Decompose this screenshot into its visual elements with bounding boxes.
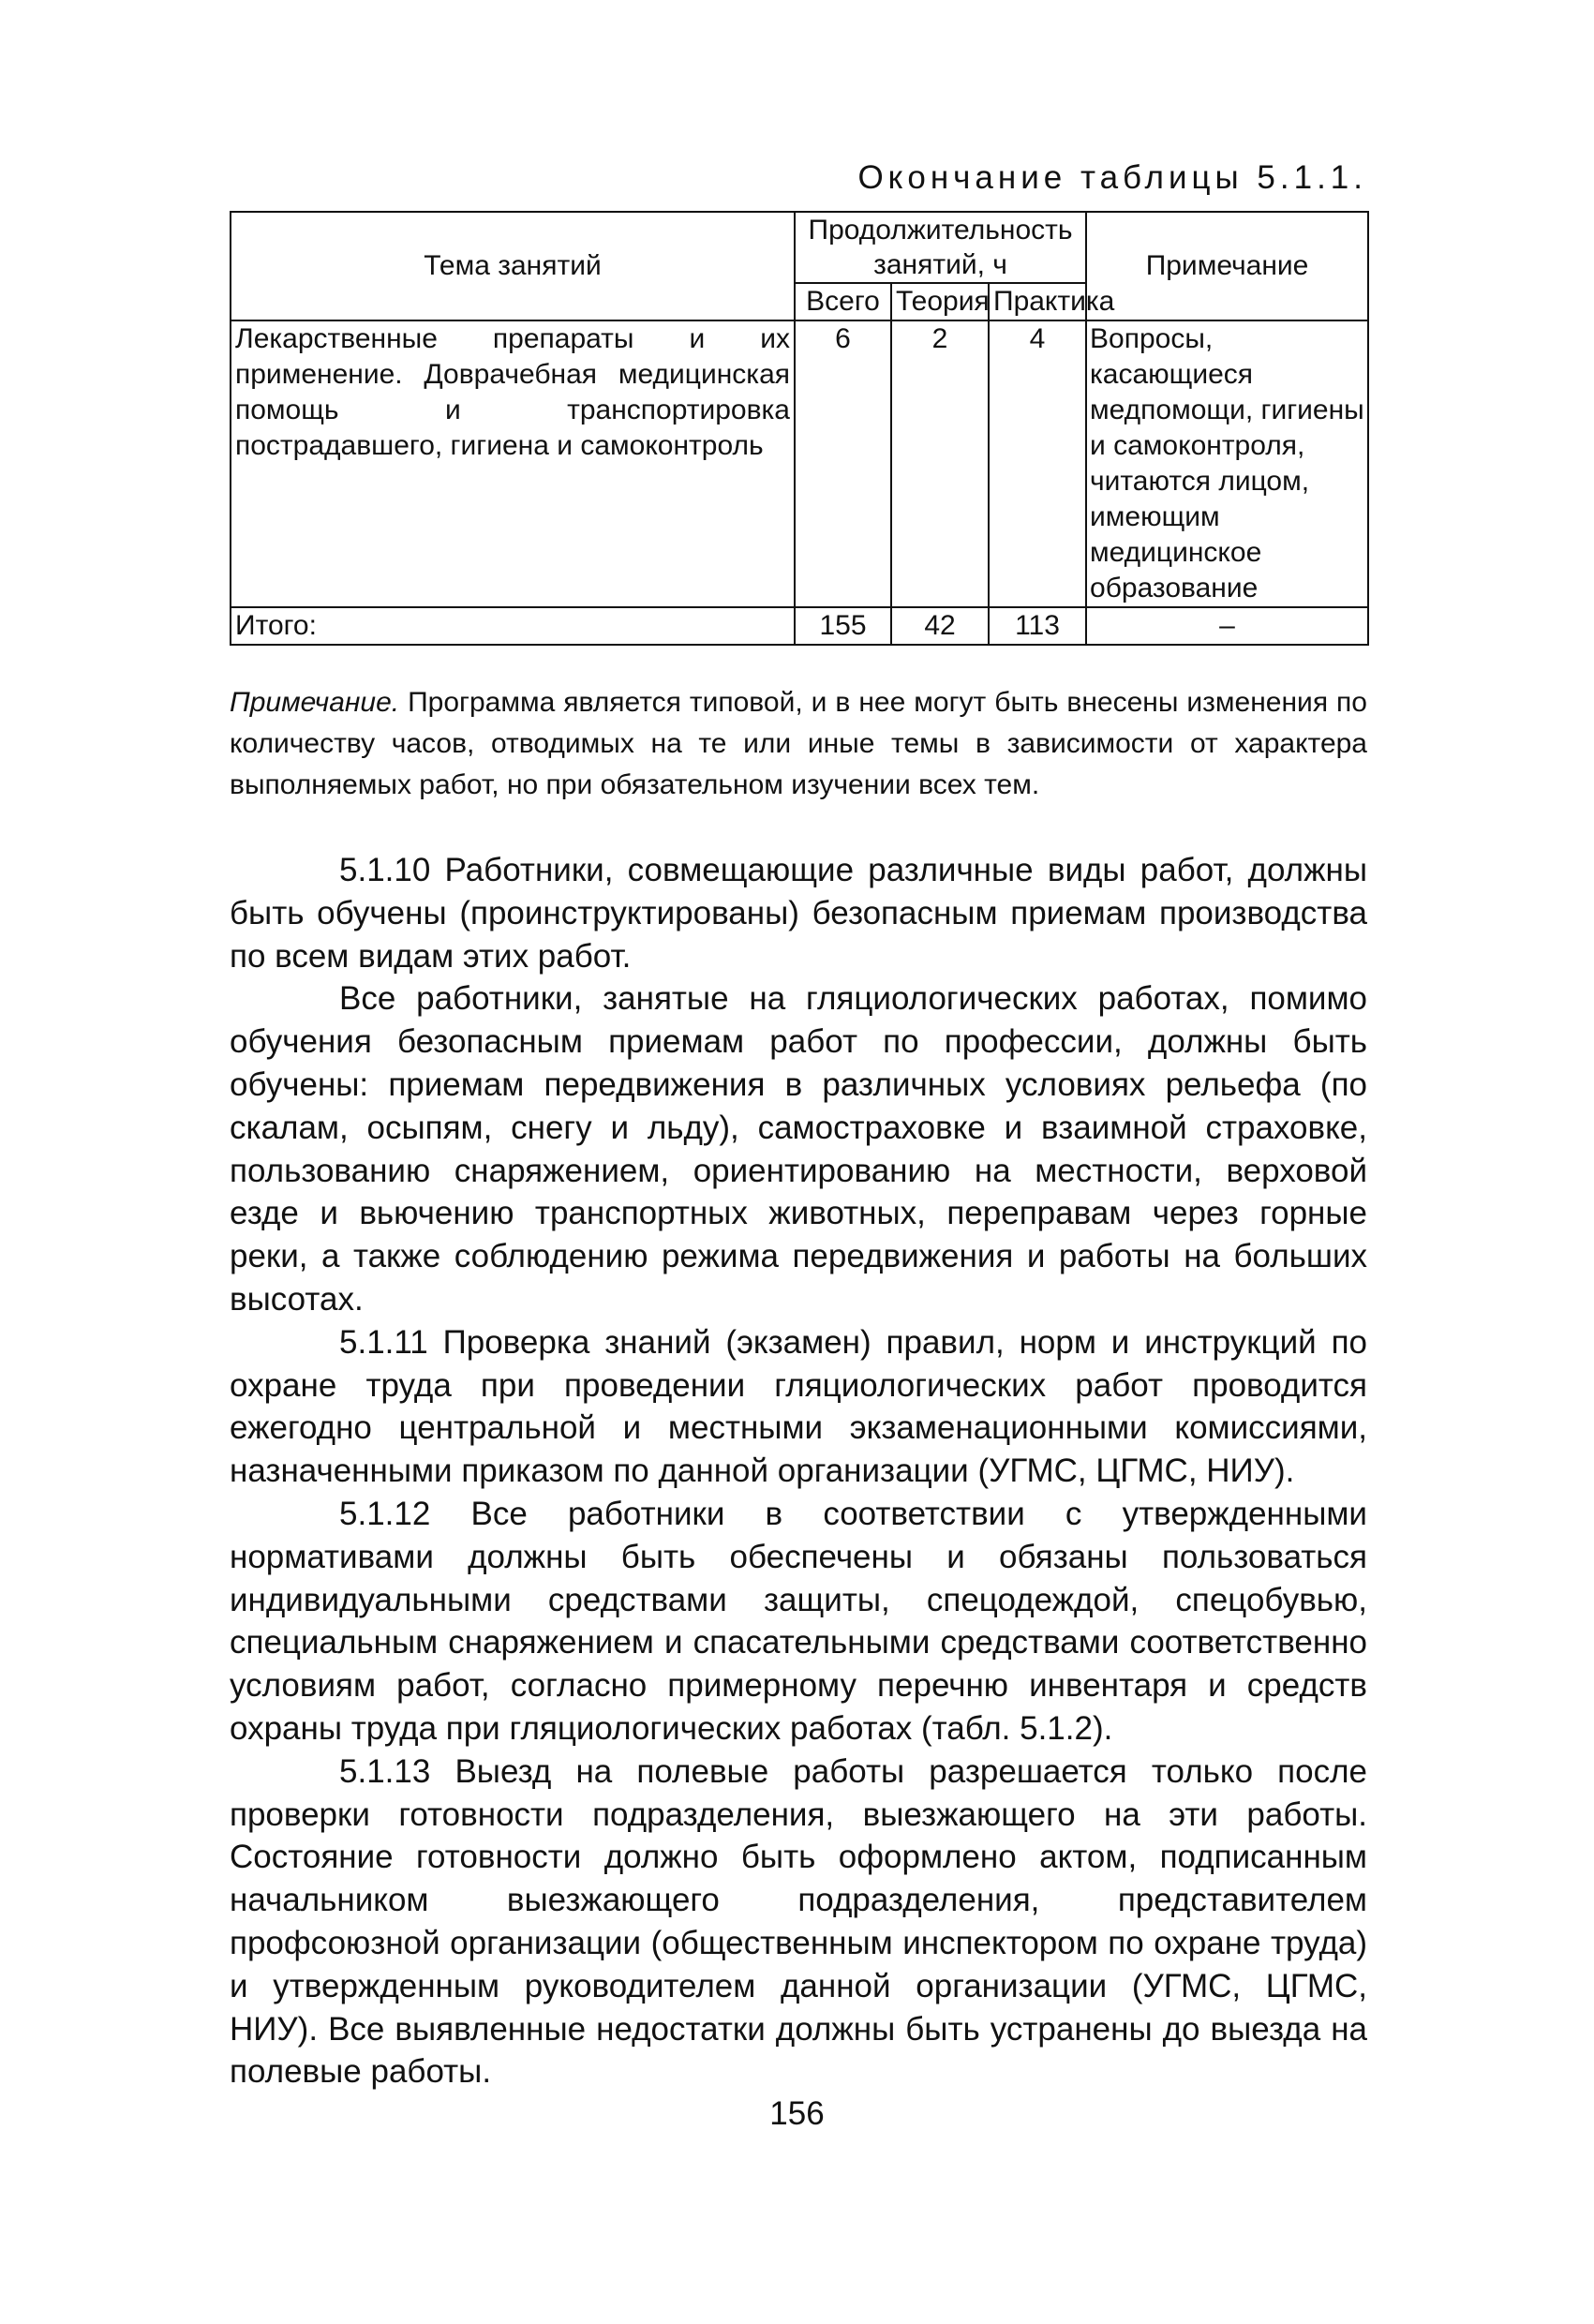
row-topic: Лекарственные препараты и их применение. Доврачебная медицинская помощь и транспортировка пострадавшего, гигиена и самоконтроль xyxy=(231,320,795,607)
footnote-text: Программа является типовой, и в нее могут быть внесены изменения по количеству часов, отводимых на те или иные темы в зависимости от характера выполняемых работ, но при обязательном изучении всех тем. xyxy=(230,687,1367,800)
header-note: Примечание xyxy=(1086,212,1368,320)
total-theory: 42 xyxy=(891,607,989,645)
row-note: Вопросы, касающиеся медпомощи, гигиены и самоконтроля, читаются лицом, имеющим медицинское образование xyxy=(1086,320,1368,607)
header-duration: Продолжительность занятий, ч xyxy=(795,212,1086,283)
header-total: Всего xyxy=(795,283,891,320)
program-table xyxy=(230,211,1369,646)
paragraph-5-1-11: 5.1.11 Проверка знаний (экзамен) правил, норм и инструкций по охране труда при проведении гляциологических работ проводится ежегодно центральной и местными экзаменационными комиссиями, назначенными приказом по данной организации (УГМС, ЦГМС, НИУ). xyxy=(230,1323,1367,1490)
table-row xyxy=(231,320,1368,607)
page-number: 156 xyxy=(769,2095,825,2132)
table-caption: Окончание таблицы 5.1.1. xyxy=(857,159,1367,196)
row-total: 6 xyxy=(795,320,891,607)
total-practice: 113 xyxy=(989,607,1086,645)
header-topic: Тема занятий xyxy=(231,212,795,320)
table-header-row xyxy=(231,212,1368,283)
row-practice: 4 xyxy=(989,320,1086,607)
paragraph-training: Все работники, занятые на гляциологических работах, помимо обучения безопасным приемам работ по профессии, должны быть обучены: приемам передвижения в различных условиях рельефа (по скалам, осыпям, снегу и льду), самостраховке и взаимной страховке, пользованию снаряжением, ориентированию на местности, верховой езде и вьючению транспортных животных, переправам через горные реки, а также соблюдению режима передвижения и работы на больших высотах. xyxy=(230,980,1367,1318)
total-hours: 155 xyxy=(795,607,891,645)
header-practice: Практика xyxy=(989,283,1086,320)
paragraph-5-1-13: 5.1.13 Выезд на полевые работы разрешается только после проверки готовности подразделения, выезжающего на эти работы. Состояние готовности должно быть оформлено актом, подписанным начальником выезжающего подразделения, представителем профсоюзной организации (общественным инспектором по охране труда) и утвержденным руководителем данной организации (УГМС, ЦГМС, НИУ). Все выявленные недостатки должны быть устранены до выезда на полевые работы. xyxy=(230,1752,1367,2091)
body-text xyxy=(230,849,1367,2093)
table-footnote xyxy=(230,682,1367,806)
total-note: – xyxy=(1086,607,1368,645)
footnote-label: Примечание. xyxy=(230,687,400,718)
header-theory: Теория xyxy=(891,283,989,320)
total-label: Итого: xyxy=(231,607,795,645)
table-total-row xyxy=(231,607,1368,645)
paragraph-5-1-12: 5.1.12 Все работники в соответствии с утвержденными нормативами должны быть обеспечены и обязаны пользоваться индивидуальными средствами защиты, спецодеждой, спецобувью, специальным снаряжением и спасательными средствами соответственно условиям работ, согласно примерному перечню инвентаря и средств охраны труда при гляциологических работах (табл. 5.1.2). xyxy=(230,1495,1367,1747)
row-theory: 2 xyxy=(891,320,989,607)
paragraph-5-1-10: 5.1.10 Работники, совмещающие различные виды работ, должны быть обучены (проинструктированы) безопасным приемам производства по всем видам этих работ. xyxy=(230,852,1367,975)
